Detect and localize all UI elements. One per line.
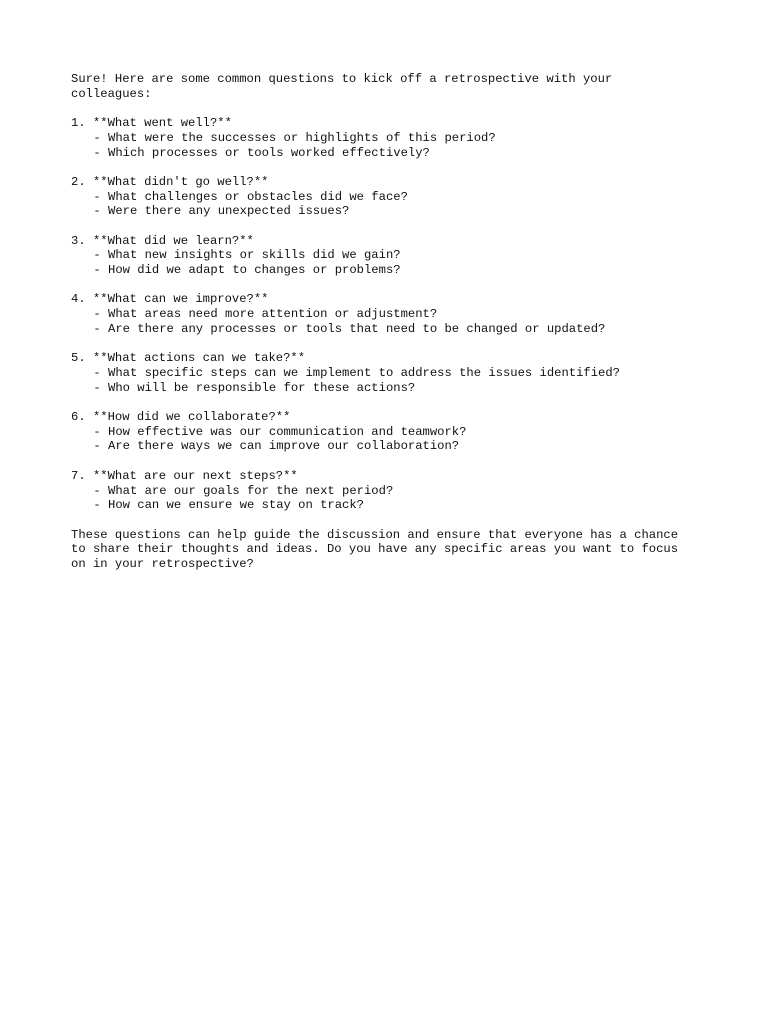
sub-item: - What specific steps can we implement to address the issues identified? [93,365,620,380]
sub-item: - Are there any processes or tools that need to be changed or updated? [93,321,606,336]
sub-item: - How effective was our communication and teamwork? [93,424,467,439]
sub-item: - Are there ways we can improve our collaboration? [93,439,460,454]
list-item [71,410,711,454]
list-item [71,292,711,336]
list-item [71,234,711,278]
sub-item: - How did we adapt to changes or problems? [93,263,401,278]
closing-paragraph: These questions can help guide the discussion and ensure that everyone has a chance to share their thoughts and ideas. Do you have any specific areas you want to focus on in your retrospective? [71,527,679,572]
item-heading: 2. **What didn't go well?** [71,174,269,189]
item-heading: 4. **What can we improve?** [71,292,269,307]
intro-paragraph: Sure! Here are some common questions to kick off a retrospective with your colleagues: [71,72,613,101]
item-heading: 3. **What did we learn?** [71,233,254,248]
sub-item: - Were there any unexpected issues? [93,204,350,219]
list-item [71,351,711,395]
sub-item: - What challenges or obstacles did we face? [93,189,408,204]
sub-item: - What areas need more attention or adjustment? [93,307,438,322]
item-heading: 5. **What actions can we take?** [71,351,306,366]
sub-item: - What new insights or skills did we gain? [93,248,401,263]
list-item [71,469,711,513]
item-heading: 7. **What are our next steps?** [71,468,298,483]
sub-item: - What are our goals for the next period? [93,483,394,498]
sub-item: - Which processes or tools worked effectively? [93,145,430,160]
list-item [71,175,711,219]
sub-item: - What were the successes or highlights of this period? [93,130,496,145]
item-heading: 6. **How did we collaborate?** [71,410,291,425]
sub-item: - How can we ensure we stay on track? [93,498,364,513]
document-page [71,72,711,586]
item-heading: 1. **What went well?** [71,116,232,131]
sub-item: - Who will be responsible for these actions? [93,380,416,395]
list-item [71,116,711,160]
